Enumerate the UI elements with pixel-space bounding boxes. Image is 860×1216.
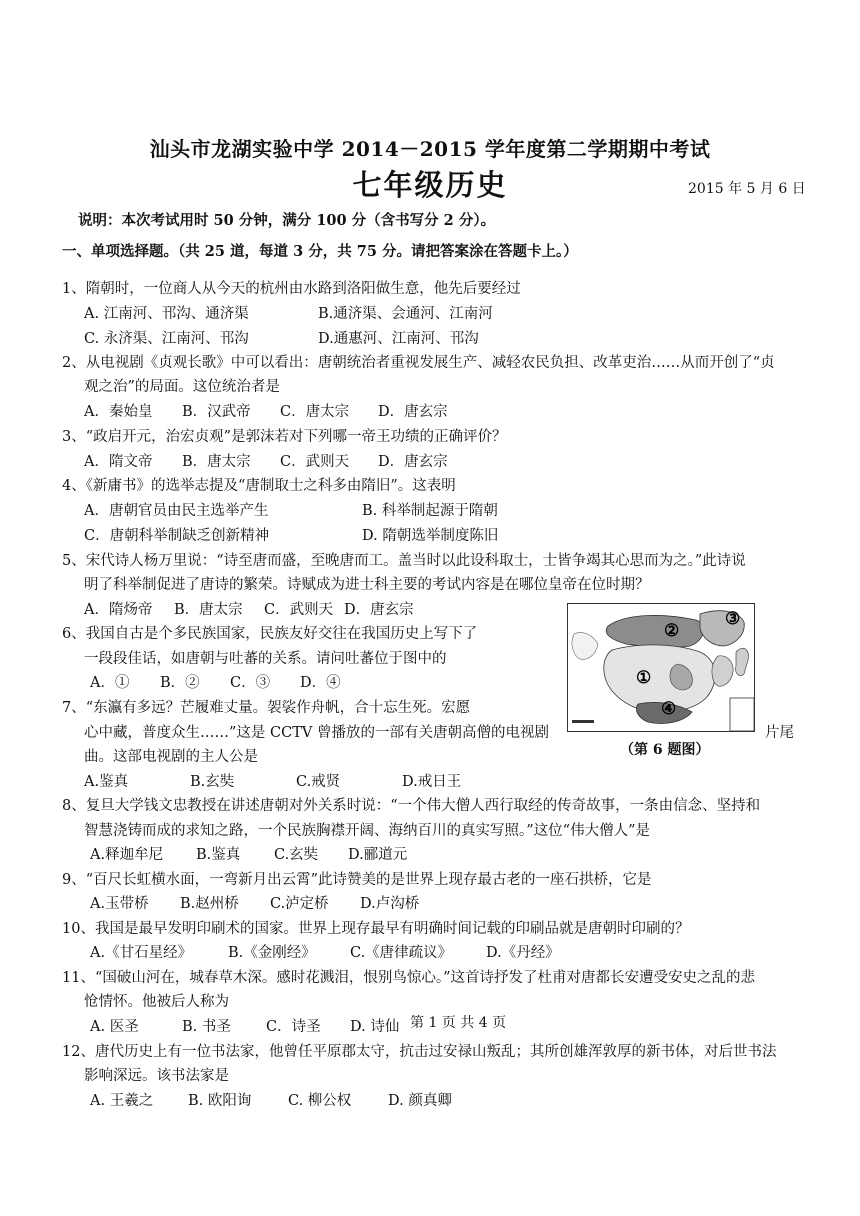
question-11-text-cont: 怆情怀。他被后人称为 (84, 994, 229, 1010)
q12-option-d: D. 颜真卿 (388, 1093, 452, 1109)
question-7-text-end: 曲。这部电视剧的主人公是 (84, 749, 258, 765)
q12-option-c: C. 柳公权 (288, 1093, 352, 1109)
question-7-text-tail: 片尾 (765, 725, 794, 741)
q10-option-d: D.《丹经》 (486, 945, 560, 961)
map-marker-4: ④ (661, 699, 677, 719)
question-12-text-cont: 影响深远。该书法家是 (84, 1068, 229, 1084)
q5-option-d: D．唐玄宗 (344, 602, 414, 618)
q10-option-a: A.《甘石星经》 (90, 945, 193, 961)
q7-option-a: A.鉴真 (84, 774, 129, 790)
q11-option-a: A. 医圣 (90, 1019, 139, 1035)
question-2-text: 2、从电视剧《贞观长歌》中可以看出：唐朝统治者重视发展生产、减轻农民负担、改革吏治……从而开创了“贞 (62, 355, 775, 371)
map-marker-3: ③ (725, 609, 741, 629)
q6-option-a: A．① (90, 675, 130, 691)
q8-option-a: A.释迦牟尼 (90, 847, 164, 863)
question-8-text-cont: 智慧浇铸而成的求知之路，一个民族胸襟开阔、海纳百川的真实写照。”这位“伟大僧人”是 (84, 823, 650, 839)
q4-option-d: D. 隋朝选举制度陈旧 (362, 528, 499, 544)
q1-option-c: C. 永济渠、江南河、邗沟 (84, 331, 249, 347)
question-8-text: 8、复旦大学钱文忠教授在讲述唐朝对外关系时说：“一个伟大僧人西行取经的传奇故事，一条由信念、坚持和 (62, 798, 761, 814)
q11-option-b: B. 书圣 (182, 1019, 231, 1035)
q6-option-b: B．② (160, 675, 200, 691)
question-11-text: 11、“国破山河在，城春草木深。感时花溅泪，恨别鸟惊心。”这首诗抒发了杜甫对唐都长安遭受安史之乱的悲 (62, 970, 756, 986)
question-12-text: 12、唐代历史上有一位书法家，他曾任平原郡太守，抗击过安禄山叛乱；其所创雄浑敦厚的新书体，对后世书法 (62, 1044, 777, 1060)
q2-option-b: B．汉武帝 (182, 404, 251, 420)
question-5-text-cont: 明了科举制促进了唐诗的繁荣。诗赋成为进士科主要的考试内容是在哪位皇帝在位时期？ (84, 577, 650, 593)
q6-option-d: D．④ (300, 675, 341, 691)
q5-option-b: B．唐太宗 (174, 602, 243, 618)
section-title: 一、单项选择题。（共 25 道，每道 3 分，共 75 分。请把答案涂在答题卡上。） (62, 243, 578, 260)
q3-option-d: D．唐玄宗 (378, 454, 448, 470)
q4-option-a: A．唐朝官员由民主选举产生 (84, 503, 269, 519)
map-marker-2: ② (664, 621, 680, 641)
q7-option-c: C.戒贤 (296, 774, 341, 790)
question-3-text: 3、“政启开元，治宏贞观”是郭沫若对下列哪一帝王功绩的正确评价？ (62, 429, 507, 445)
q1-option-d: D.通惠河、江南河、邗沟 (318, 331, 479, 347)
q3-option-b: B．唐太宗 (182, 454, 251, 470)
q9-option-a: A.玉带桥 (90, 896, 149, 912)
page-footer: 第 1 页 共 4 页 (410, 1015, 507, 1031)
q3-option-c: C．武则天 (280, 454, 350, 470)
q2-option-d: D．唐玄宗 (378, 404, 448, 420)
q12-option-b: B. 欧阳询 (188, 1093, 252, 1109)
exam-date: 2015 年 5 月 6 日 (688, 181, 806, 197)
q9-option-d: D.卢沟桥 (360, 896, 420, 912)
subject-title: 七年级历史 (352, 168, 508, 202)
question-4-text: 4、《新庸书》的选举志提及“唐制取士之科多由隋旧”。这表明 (62, 478, 456, 494)
q5-option-a: A．隋炀帝 (84, 602, 153, 618)
question-5-text: 5、宋代诗人杨万里说：“诗至唐而盛，至晚唐而工。盖当时以此设科取士，士皆争竭其心思而为之。”此诗说 (62, 553, 746, 569)
q6-option-c: C．③ (230, 675, 271, 691)
question-2-text-cont: 观之治”的局面。这位统治者是 (84, 379, 280, 395)
q7-option-b: B.玄奘 (190, 774, 235, 790)
exam-note: 说明：本次考试用时 50 分钟，满分 100 分（含书写分 2 分）。 (78, 212, 496, 229)
question-6-text-cont: 一段段佳话，如唐朝与吐蕃的关系。请问吐蕃位于图中的 (84, 651, 447, 667)
q10-option-b: B.《金刚经》 (228, 945, 316, 961)
q12-option-a: A. 王羲之 (90, 1093, 154, 1109)
question-7-text-cont: 心中藏，普度众生……”这是 CCTV 曾播放的一部有关唐朝高僧的电视剧 (84, 725, 549, 741)
map-marker-1: ① (636, 668, 652, 688)
q2-option-a: A．秦始皇 (84, 404, 153, 420)
tang-dynasty-map (567, 603, 755, 732)
q8-option-c: C.玄奘 (274, 847, 319, 863)
question-7-text: 7、“东瀛有多远？芒履难丈量。袈裟作舟帆，合十忘生死。宏愿 (62, 700, 471, 716)
q1-option-a: A. 江南河、邗沟、通济渠 (84, 306, 249, 322)
q7-option-d: D.戒日王 (402, 774, 462, 790)
q4-option-b: B. 科举制起源于隋朝 (362, 503, 498, 519)
question-1-text: 1、隋朝时，一位商人从今天的杭州由水路到洛阳做生意，他先后要经过 (62, 281, 521, 297)
q11-option-c: C．诗圣 (266, 1019, 321, 1035)
map-caption: （第 6 题图） (620, 742, 710, 758)
q4-option-c: C．唐朝科举制缺乏创新精神 (84, 528, 270, 544)
q3-option-a: A．隋文帝 (84, 454, 153, 470)
q8-option-b: B.鉴真 (196, 847, 241, 863)
q10-option-c: C.《唐律疏议》 (350, 945, 453, 961)
question-6-text: 6、我国自古是个多民族国家，民族友好交往在我国历史上写下了 (62, 626, 478, 642)
q1-option-b: B.通济渠、会通河、江南河 (318, 306, 493, 322)
q5-option-c: C．武则天 (264, 602, 334, 618)
exam-title: 汕头市龙湖实验中学 2014－2015 学年度第二学期期中考试 (149, 137, 711, 161)
q2-option-c: C．唐太宗 (280, 404, 350, 420)
q11-option-d: D. 诗仙 (350, 1019, 400, 1035)
question-10-text: 10、我国是最早发明印刷术的国家。世界上现存最早有明确时间记载的印刷品就是唐朝时印刷的？ (62, 921, 690, 937)
question-9-text: 9、“百尺长虹横水面，一弯新月出云霄”此诗赞美的是世界上现存最古老的一座石拱桥，它是 (62, 872, 652, 888)
q8-option-d: D.郦道元 (348, 847, 408, 863)
q9-option-b: B.赵州桥 (180, 896, 239, 912)
q9-option-c: C.泸定桥 (270, 896, 329, 912)
